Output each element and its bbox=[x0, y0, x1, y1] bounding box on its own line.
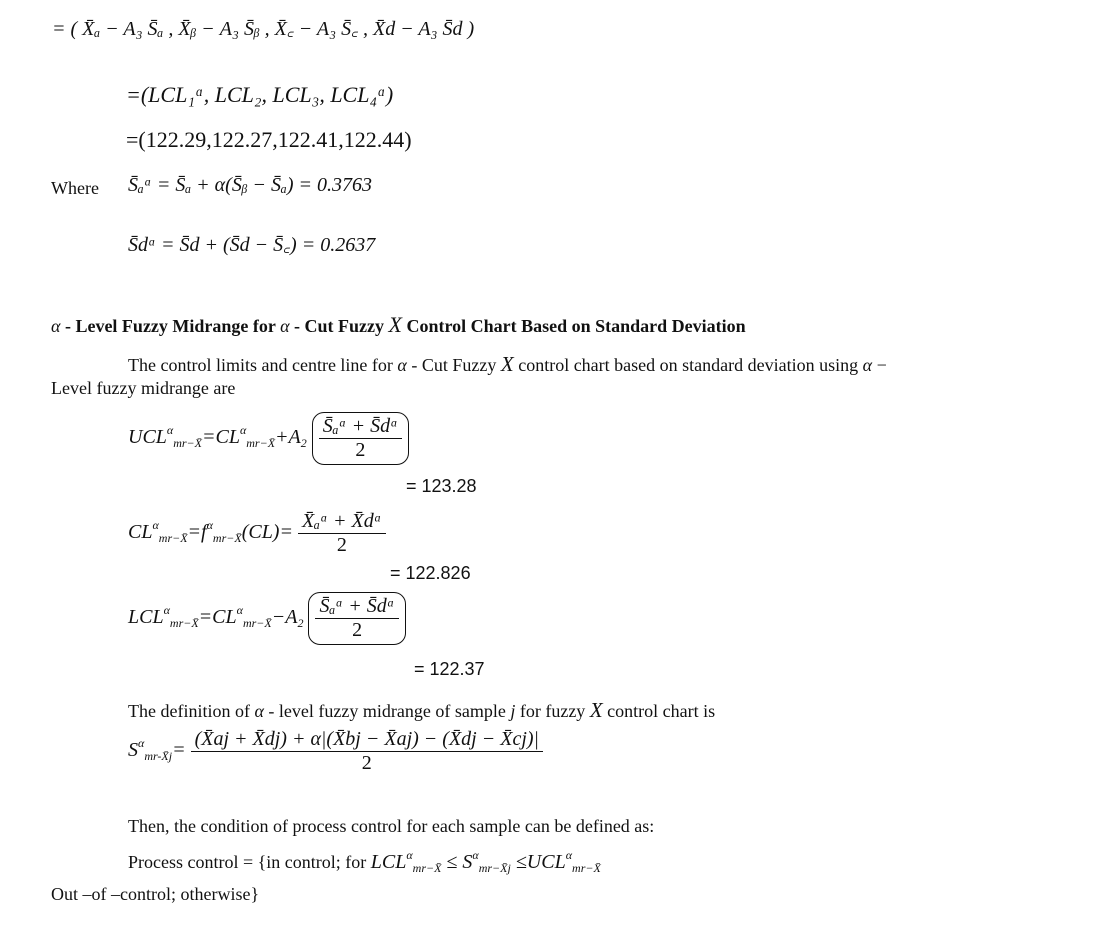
heading-x-symbol: X bbox=[388, 312, 402, 337]
where-label bbox=[51, 178, 99, 199]
s-eq: = bbox=[172, 739, 186, 762]
cl-arg: (CL)= bbox=[241, 521, 293, 544]
lcl-mid-sub: mr−X̄ bbox=[242, 616, 272, 631]
equation-top-text: = ( X̄ₐ − A₃ S̄ₐ , X̄ᵦ − A₃ S̄ᵦ , X̄꜀ − A₃ S̄꜀ , X̄d − A₃ S̄d ) bbox=[52, 18, 475, 40]
pc-sup3: α bbox=[565, 848, 573, 862]
para-text-a: The control limits and centre line for bbox=[128, 355, 398, 375]
lcl-vector bbox=[126, 82, 393, 108]
sa-alpha-text: S̄ₐᵅ = S̄ₐ + α(S̄ᵦ − S̄ₐ) = 0.3763 bbox=[128, 174, 373, 196]
para-text-line2: Level fuzzy midrange are bbox=[51, 378, 236, 398]
para-alpha-1: α bbox=[397, 355, 407, 375]
process-control-line bbox=[128, 848, 601, 876]
lcl-mid-sup: α bbox=[236, 603, 243, 618]
lcl-mid: =CL bbox=[198, 606, 237, 629]
lcl-vector-label: =(LCL₁ᵅ, LCL₂, LCL₃, LCL₄ᵅ) bbox=[126, 82, 394, 107]
s-fraction bbox=[191, 728, 543, 775]
ucl-equation bbox=[128, 412, 409, 465]
sd-alpha-text: S̄dᵅ = S̄d + (S̄d − S̄꜀) = 0.2637 bbox=[128, 234, 376, 256]
lcl-values bbox=[126, 127, 412, 153]
pc-lcl: LCL bbox=[370, 851, 407, 873]
lcl-lhs-sub: mr−X̄ bbox=[169, 616, 199, 631]
lcl-brace bbox=[308, 592, 405, 645]
otherwise-line bbox=[51, 884, 259, 905]
cl-equation bbox=[128, 510, 386, 557]
ucl-fraction bbox=[319, 415, 402, 462]
def-text-b: - level fuzzy midrange of sample bbox=[263, 701, 511, 721]
lcl-denominator: 2 bbox=[352, 619, 363, 641]
para-text-b: - Cut Fuzzy bbox=[406, 355, 501, 375]
definition-line bbox=[128, 698, 715, 723]
lcl-value-text: = 122.37 bbox=[414, 659, 485, 679]
def-text-c: for fuzzy bbox=[515, 701, 590, 721]
ucl-op-sub: 2 bbox=[300, 436, 307, 451]
sa-alpha-equation bbox=[128, 174, 372, 197]
ucl-value-text: = 123.28 bbox=[406, 476, 477, 496]
where-word: Where bbox=[51, 178, 99, 198]
lcl-op: −A bbox=[271, 606, 298, 629]
equation-top bbox=[52, 14, 474, 41]
lcl-equation bbox=[128, 592, 406, 645]
ucl-mid-sup: α bbox=[239, 423, 247, 438]
lcl-numerator: S̄ₐᵅ + S̄dᵅ bbox=[315, 595, 398, 619]
ucl-op: +A bbox=[275, 426, 301, 449]
pc-le1: ≤ S bbox=[441, 851, 473, 873]
lcl-lhs: LCL bbox=[128, 606, 164, 629]
lcl-value bbox=[414, 659, 485, 680]
def-x-symbol: X bbox=[589, 698, 603, 722]
ucl-lhs-sup: α bbox=[166, 423, 174, 438]
heading-alpha-2: α bbox=[280, 316, 290, 336]
para-dash: − bbox=[872, 355, 887, 375]
cl-mid-sup: α bbox=[206, 518, 213, 533]
heading-text-2: - Cut Fuzzy bbox=[289, 316, 389, 336]
pc-sup2: α bbox=[472, 848, 479, 862]
pc-le2: ≤UCL bbox=[510, 851, 566, 873]
cl-mid: =f bbox=[187, 521, 207, 544]
def-alpha: α bbox=[254, 701, 264, 721]
cl-value bbox=[390, 563, 471, 584]
pc-sub1: mr−X̄ bbox=[412, 861, 442, 875]
pc-sub2: mr−X̄j bbox=[478, 861, 511, 875]
def-text-a: The definition of bbox=[128, 701, 255, 721]
def-j: j bbox=[510, 701, 516, 721]
condition-text: Then, the condition of process control for each sample can be defined as: bbox=[128, 816, 655, 836]
cl-numerator: X̄ₐᵅ + X̄dᵅ bbox=[298, 510, 386, 534]
s-lhs-sup: α bbox=[138, 736, 145, 751]
ucl-brace bbox=[312, 412, 409, 465]
para-text-c: control chart based on standard deviation using bbox=[513, 355, 863, 375]
paragraph-line-1 bbox=[128, 352, 887, 377]
ucl-lhs-sub: mr−X̄ bbox=[173, 436, 202, 451]
s-lhs: S bbox=[128, 739, 138, 762]
ucl-mid: =CL bbox=[201, 426, 240, 449]
def-text-d: control chart is bbox=[602, 701, 716, 721]
s-definition-equation bbox=[128, 728, 543, 775]
ucl-numerator: S̄ₐᵅ + S̄dᵅ bbox=[319, 415, 402, 439]
section-heading bbox=[51, 312, 746, 338]
ucl-lhs: UCL bbox=[128, 426, 167, 449]
cl-value-text: = 122.826 bbox=[390, 563, 471, 583]
pc-sub3: mr−X̄ bbox=[572, 861, 601, 875]
condition-line bbox=[128, 816, 654, 837]
cl-lhs-sub: mr−X̄ bbox=[158, 531, 188, 546]
ucl-denominator: 2 bbox=[355, 439, 366, 461]
lcl-op-sub: 2 bbox=[297, 616, 304, 631]
sd-alpha-equation bbox=[128, 230, 375, 257]
paragraph-line-2 bbox=[51, 378, 235, 399]
heading-text-1: - Level Fuzzy Midrange for bbox=[60, 316, 281, 336]
cl-denominator: 2 bbox=[336, 534, 347, 556]
otherwise-text: Out –of –control; otherwise} bbox=[51, 884, 260, 904]
ucl-value bbox=[406, 476, 477, 497]
pc-text-a: Process control = {in control; for bbox=[128, 852, 371, 872]
cl-lhs-sup: α bbox=[152, 518, 159, 533]
cl-lhs: CL bbox=[128, 521, 153, 544]
cl-mid-sub: mr−X̄ bbox=[212, 531, 242, 546]
heading-text-3: Control Chart Based on Standard Deviation bbox=[401, 316, 746, 336]
s-numerator: (X̄aj + X̄dj) + α|(X̄bj − X̄aj) − (X̄dj − X̄cj)| bbox=[191, 728, 543, 752]
lcl-values-text: =(122.29,122.27,122.41,122.44) bbox=[126, 127, 412, 152]
pc-sup1: α bbox=[406, 848, 413, 862]
para-x-symbol: X bbox=[500, 352, 514, 376]
heading-alpha-1: α bbox=[51, 316, 61, 336]
cl-fraction bbox=[298, 510, 386, 557]
lcl-lhs-sup: α bbox=[163, 603, 170, 618]
s-denominator: 2 bbox=[361, 752, 372, 774]
ucl-mid-sub: mr−X̄ bbox=[246, 436, 276, 451]
para-alpha-2: α bbox=[862, 355, 873, 375]
lcl-fraction bbox=[315, 595, 398, 642]
s-lhs-sub: mr-X̄j bbox=[144, 749, 173, 764]
